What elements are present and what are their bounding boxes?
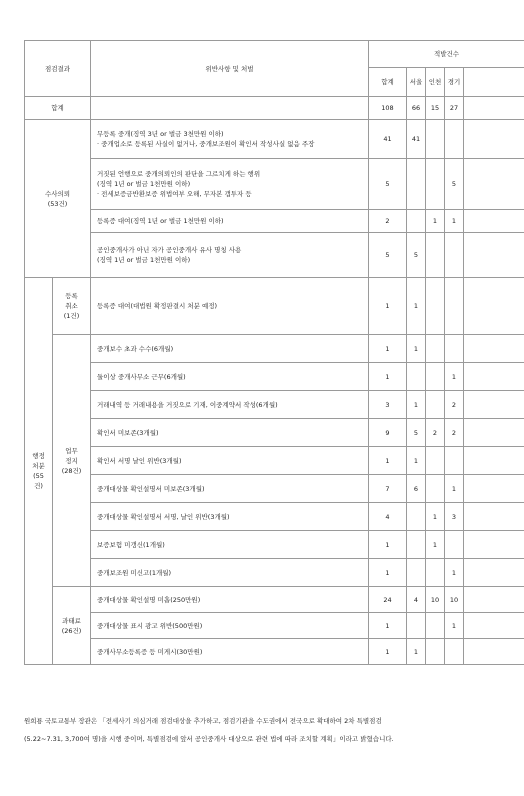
header-category: 점검결과: [25, 41, 91, 97]
admin-label: [25, 278, 53, 665]
violation-text-line: 등록증 대여(징역 1년 or 벌금 1천만원 이하): [97, 217, 224, 225]
table-row: [25, 447, 524, 475]
violation-text: [91, 419, 369, 447]
violation-text-line: 공인중개사가 아닌 자가 공인중개사 유사 명칭 사용: [97, 246, 242, 254]
violation-text: [91, 233, 369, 278]
value-extra: [464, 531, 524, 559]
value-seoul: [407, 613, 426, 639]
value-extra: [464, 210, 524, 233]
value-seoul: 1: [407, 447, 426, 475]
table-row: [25, 559, 524, 587]
value-gyeonggi: 1: [445, 613, 464, 639]
value-total: 5: [369, 233, 407, 278]
value-total: 1: [369, 447, 407, 475]
admin-suspend-label-line: (28건): [61, 466, 82, 475]
value-gyeonggi: 2: [445, 391, 464, 419]
value-seoul: [407, 503, 426, 531]
violation-text-line: 중개대상물 표시 광고 위반(500만원): [97, 621, 203, 630]
value-extra: [464, 475, 524, 503]
violation-text-line: · 전세보증금반환보증 위법여부 오해, 무자본 갭투자 등: [97, 190, 252, 198]
violation-text-line: 등록증 대여(대법원 확정판결시 처분 예정): [97, 302, 218, 310]
header-col-gyeonggi: 경기: [445, 68, 464, 97]
admin-fine-label: [53, 587, 91, 665]
value-extra: [464, 559, 524, 587]
violation-text-line: 거래내역 등 거래내용을 거짓으로 기재, 이중계약서 작성(6개월): [97, 400, 278, 409]
violation-text-line: (징역 1년 or 벌금 1천만원 이하): [97, 180, 191, 188]
value-total: 108: [369, 97, 407, 120]
value-extra: [464, 587, 524, 613]
violation-text-line: 둘이상 중개사무소 근무(6개월): [97, 372, 186, 381]
total-row: [25, 97, 524, 120]
table-row: [25, 210, 524, 233]
value-incheon: [426, 233, 445, 278]
total-label: 합계: [25, 97, 91, 120]
value-total: 1: [369, 335, 407, 363]
value-seoul: 6: [407, 475, 426, 503]
value-incheon: 1: [426, 503, 445, 531]
admin-fine-label-line: (26건): [61, 626, 82, 635]
value-incheon: 10: [426, 587, 445, 613]
admin-suspend-label-line: 업무: [65, 446, 78, 455]
admin-cancel-label-line: (1건): [63, 312, 80, 320]
value-extra: [464, 363, 524, 391]
investigation-count: (53건): [47, 199, 68, 208]
value-seoul: 1: [407, 335, 426, 363]
value-extra: [464, 97, 524, 120]
violation-text: [91, 639, 369, 665]
table-row: [25, 159, 524, 210]
value-total: 1: [369, 363, 407, 391]
inspection-results-table: [24, 40, 524, 665]
table-row: [25, 419, 524, 447]
value-incheon: [426, 559, 445, 587]
violation-text: [91, 475, 369, 503]
value-extra: [464, 613, 524, 639]
violation-text-line: 확인서 미보존(3개월): [97, 428, 159, 437]
violation-text: [91, 559, 369, 587]
value-gyeonggi: 10: [445, 587, 464, 613]
value-seoul: [407, 531, 426, 559]
admin-cancel-label-line: 취소: [65, 302, 78, 310]
value-seoul: [407, 363, 426, 391]
value-gyeonggi: [445, 120, 464, 159]
table-row: [25, 120, 524, 159]
value-seoul: 1: [407, 639, 426, 665]
violation-text: [91, 335, 369, 363]
value-gyeonggi: 2: [445, 419, 464, 447]
value-gyeonggi: [445, 639, 464, 665]
violation-text: [91, 531, 369, 559]
violation-text: [91, 587, 369, 613]
value-total: 4: [369, 503, 407, 531]
value-seoul: 4: [407, 587, 426, 613]
table-row: [25, 587, 524, 613]
value-incheon: [426, 120, 445, 159]
table-row: [25, 391, 524, 419]
footnote-line-1: 원희룡 국토교통부 장관은 「전세사기 의심거래 점검대상을 추가하고, 점검기관을 수도권에서 전국으로 확대하여 2차 특별점검: [24, 717, 382, 725]
admin-label-line: 건): [34, 482, 43, 490]
violation-text: [91, 120, 369, 159]
value-extra: [464, 419, 524, 447]
value-extra: [464, 278, 524, 335]
violation-text-line: 중개사무소등록증 등 미게시(30만원): [97, 647, 203, 656]
investigation-label: [25, 120, 91, 278]
table-row: [25, 639, 524, 665]
value-extra: [464, 335, 524, 363]
value-seoul: 66: [407, 97, 426, 120]
value-gyeonggi: 1: [445, 363, 464, 391]
table-row: [25, 278, 524, 335]
header-violation: 위반사항 및 처벌: [91, 41, 369, 97]
violation-text: [91, 278, 369, 335]
value-total: 5: [369, 159, 407, 210]
admin-suspend-label-line: 정지: [65, 456, 78, 465]
violation-text: [91, 447, 369, 475]
header-col-extra: [464, 68, 524, 97]
violation-text-line: 무등록 중개(징역 3년 or 벌금 3천만원 이하): [97, 130, 224, 138]
value-total: 7: [369, 475, 407, 503]
admin-fine-label-line: 과태료: [62, 616, 81, 625]
violation-text: [91, 363, 369, 391]
value-incheon: [426, 613, 445, 639]
value-incheon: [426, 447, 445, 475]
header-row: [25, 41, 524, 68]
violation-text-line: 중개대상물 확인설명 미흡(250만원): [97, 595, 201, 604]
value-gyeonggi: 1: [445, 210, 464, 233]
admin-label-line: 행정: [32, 452, 45, 460]
value-total: 41: [369, 120, 407, 159]
violation-text: [91, 503, 369, 531]
value-incheon: [426, 278, 445, 335]
value-incheon: [426, 335, 445, 363]
header-count-group: 적발건수: [369, 41, 524, 68]
value-gyeonggi: [445, 335, 464, 363]
value-seoul: 5: [407, 419, 426, 447]
value-gyeonggi: 3: [445, 503, 464, 531]
value-seoul: [407, 210, 426, 233]
header-col-incheon: 인천: [426, 68, 445, 97]
value-total: 2: [369, 210, 407, 233]
value-gyeonggi: [445, 447, 464, 475]
value-gyeonggi: [445, 278, 464, 335]
value-gyeonggi: 27: [445, 97, 464, 120]
table-row: [25, 613, 524, 639]
value-incheon: 1: [426, 531, 445, 559]
value-seoul: [407, 159, 426, 210]
violation-text-line: 중개보조원 미신고(1개월): [97, 568, 172, 577]
violation-text-line: 확인서 서명 날인 위반(3개월): [97, 456, 182, 465]
table-row: [25, 475, 524, 503]
violation-text: [91, 613, 369, 639]
value-seoul: 1: [407, 278, 426, 335]
footnote: [24, 712, 520, 748]
value-total: 1: [369, 639, 407, 665]
total-blank: [91, 97, 369, 120]
value-incheon: [426, 363, 445, 391]
value-total: 1: [369, 278, 407, 335]
value-total: 1: [369, 531, 407, 559]
value-gyeonggi: [445, 233, 464, 278]
violation-text-line: 보증보험 미갱신(1개월): [97, 540, 165, 549]
violation-text-line: 중개대상물 확인설명서 미보존(3개월): [97, 484, 205, 493]
value-incheon: [426, 475, 445, 503]
table-row: [25, 503, 524, 531]
value-total: 1: [369, 613, 407, 639]
value-extra: [464, 639, 524, 665]
value-extra: [464, 159, 524, 210]
value-gyeonggi: 5: [445, 159, 464, 210]
violation-text: [91, 210, 369, 233]
value-total: 3: [369, 391, 407, 419]
value-gyeonggi: 1: [445, 559, 464, 587]
value-incheon: [426, 159, 445, 210]
value-incheon: 15: [426, 97, 445, 120]
value-seoul: 5: [407, 233, 426, 278]
admin-label-line: 처분: [32, 462, 45, 470]
table-row: [25, 363, 524, 391]
value-total: 9: [369, 419, 407, 447]
value-incheon: 2: [426, 419, 445, 447]
value-seoul: 41: [407, 120, 426, 159]
value-extra: [464, 503, 524, 531]
value-incheon: 1: [426, 210, 445, 233]
header-col-total: 합계: [369, 68, 407, 97]
value-incheon: [426, 639, 445, 665]
violation-text-line: (징역 1년 or 벌금 1천만원 이하): [97, 256, 191, 264]
footnote-line-2: (5.22~7.31, 3,700여 명)을 시행 중이며, 특별점검에 앞서 공인중개사 대상으로 관련 법에 따라 조치할 계획」이라고 밝혔습니다.: [24, 735, 394, 743]
value-extra: [464, 120, 524, 159]
value-seoul: [407, 559, 426, 587]
violation-text: [91, 391, 369, 419]
value-extra: [464, 391, 524, 419]
investigation-label: 수사의뢰: [44, 189, 71, 198]
admin-label-line: (55: [33, 472, 44, 480]
admin-suspend-label: [53, 335, 91, 587]
header-col-seoul: 서울: [407, 68, 426, 97]
violation-text-line: · 중개업소로 등록된 사실이 없거나, 중개보조원이 확인서 작성사실 없음 주장: [97, 140, 315, 148]
value-extra: [464, 447, 524, 475]
violation-text: [91, 159, 369, 210]
violation-text-line: 중개보수 초과 수수(6개월): [97, 344, 174, 353]
table-row: [25, 531, 524, 559]
value-seoul: 1: [407, 391, 426, 419]
admin-cancel-label: [53, 278, 91, 335]
value-incheon: [426, 391, 445, 419]
violation-text-line: 중개대상물 확인설명서 서명, 날인 위반(3개월): [97, 512, 230, 521]
value-extra: [464, 233, 524, 278]
value-gyeonggi: 1: [445, 475, 464, 503]
table-row: [25, 335, 524, 363]
value-total: 24: [369, 587, 407, 613]
admin-cancel-label-line: 등록: [65, 292, 78, 300]
violation-text-line: 거짓된 언행으로 중개의뢰인의 판단을 그르치게 하는 행위: [97, 170, 261, 178]
table-row: [25, 233, 524, 278]
value-total: 1: [369, 559, 407, 587]
value-gyeonggi: [445, 531, 464, 559]
